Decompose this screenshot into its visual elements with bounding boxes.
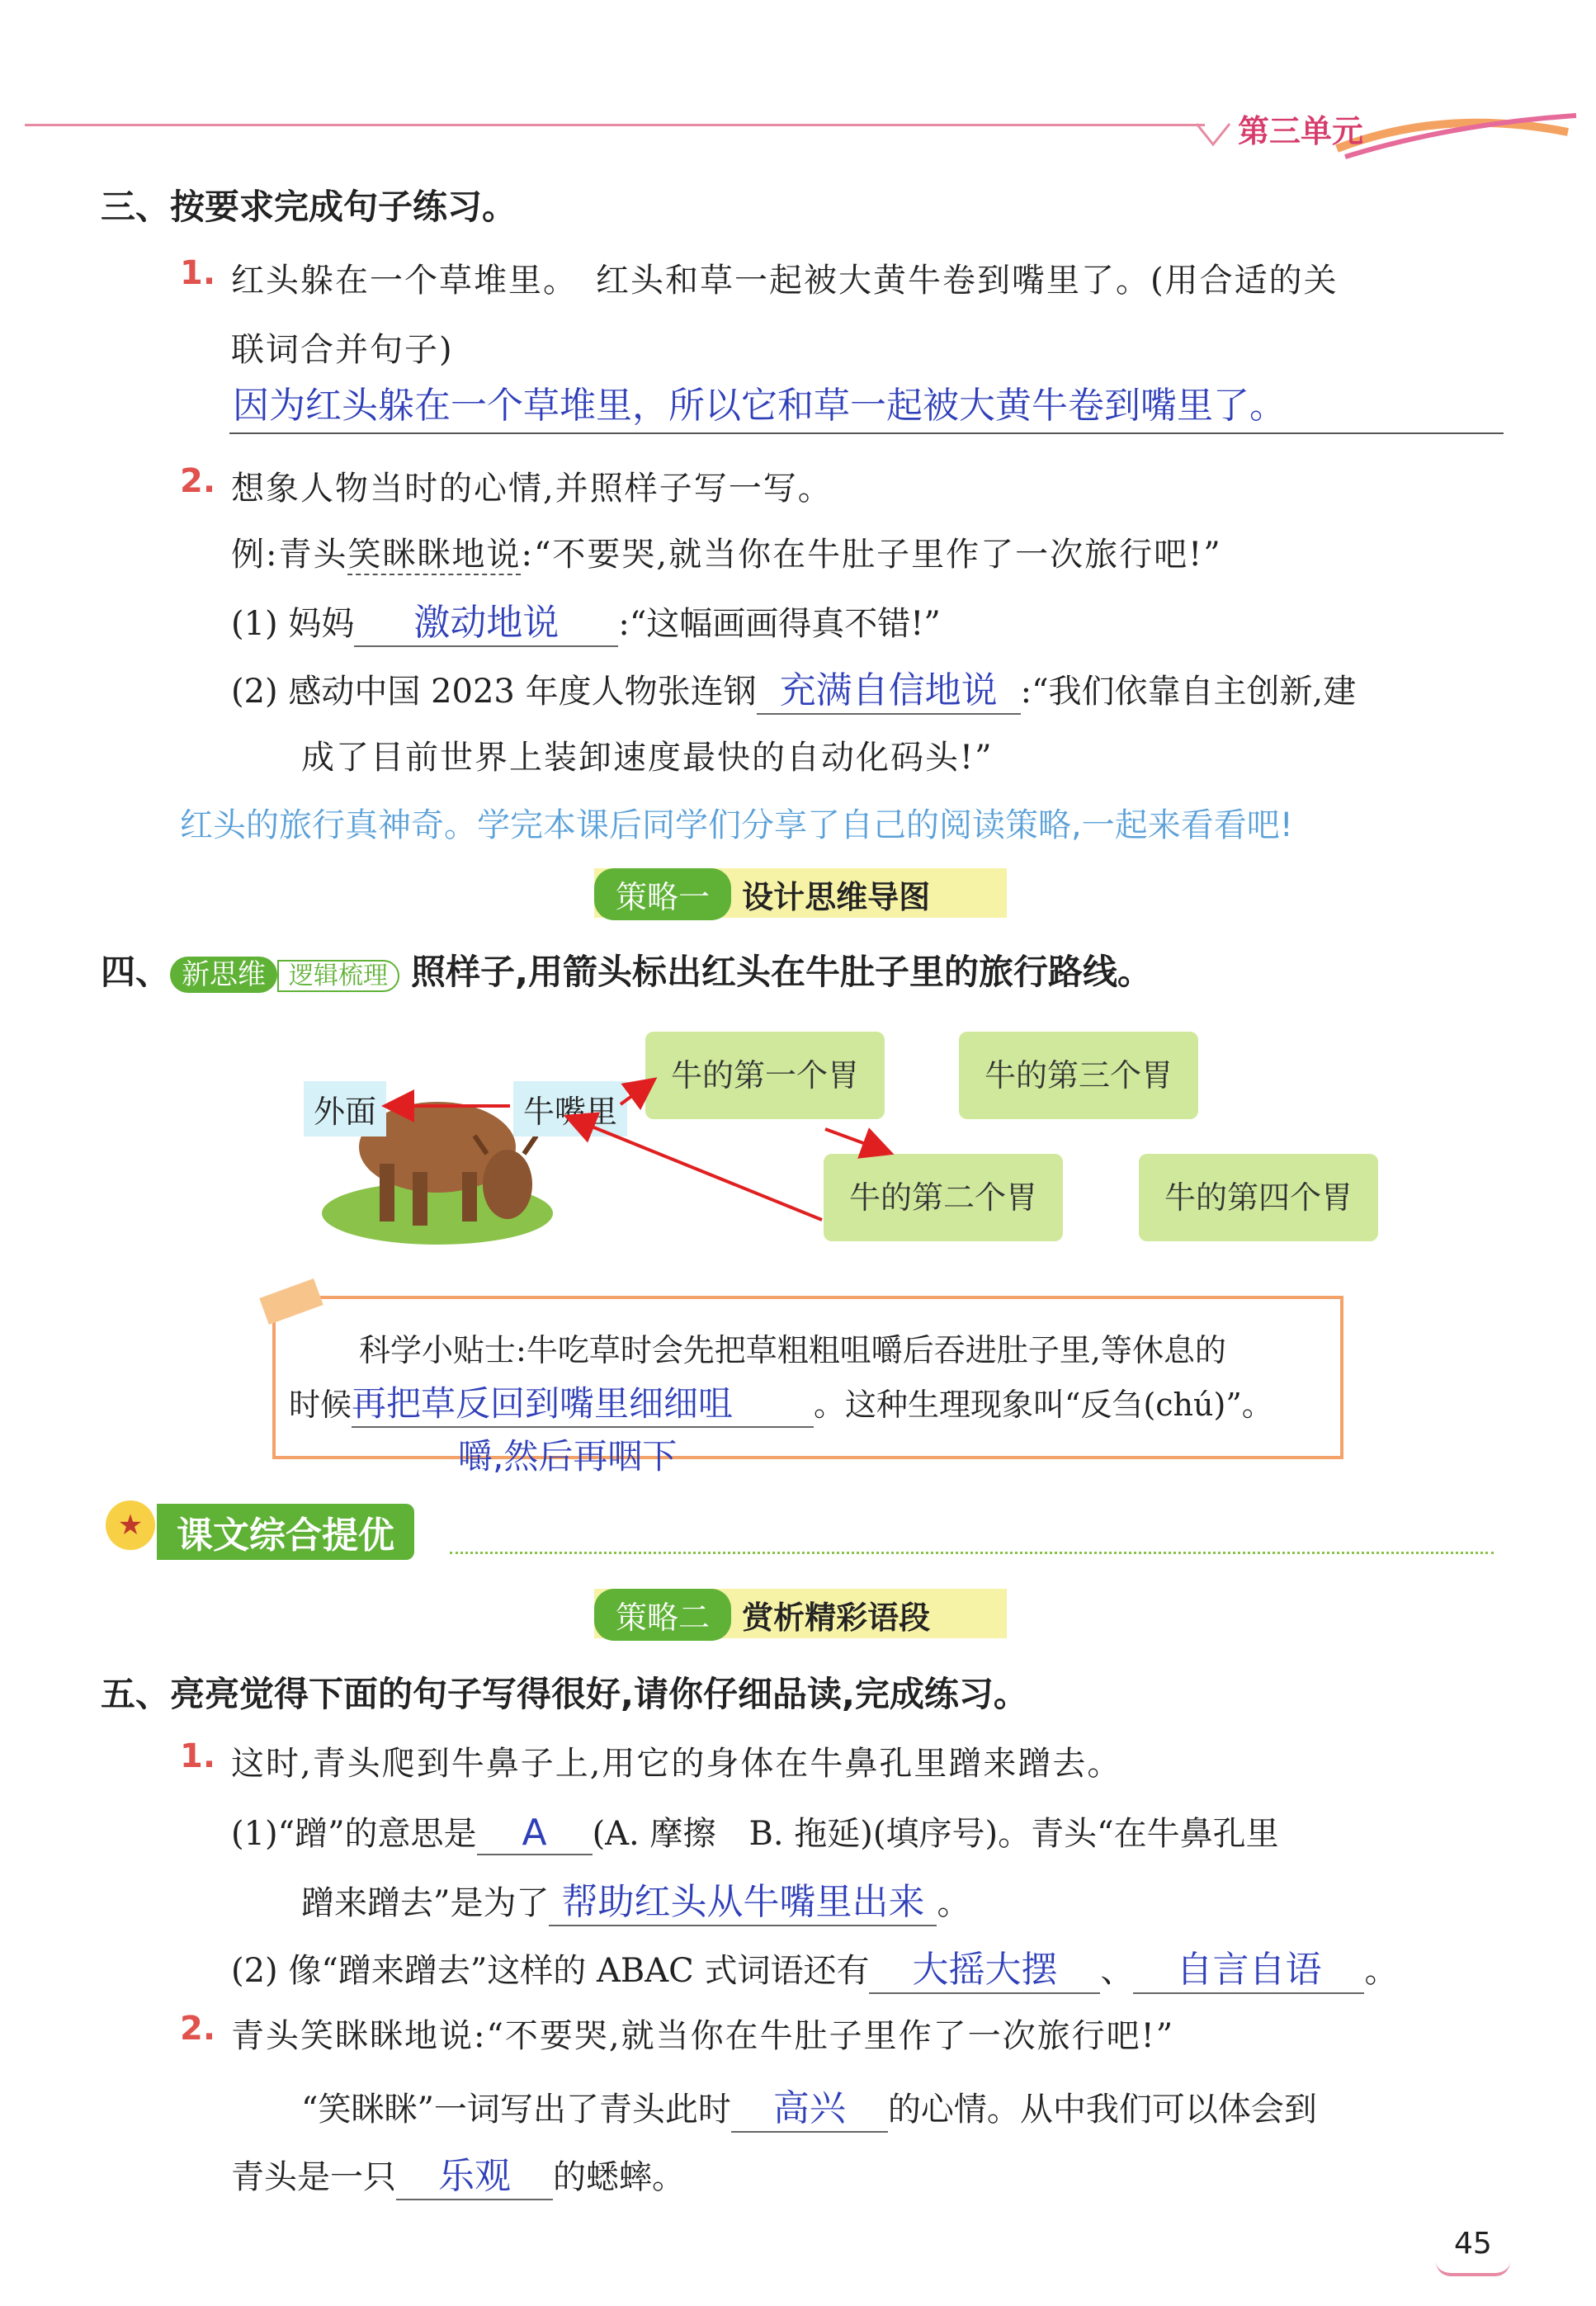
q2-line2-prefix: “笑眯眯”一词写出了青头此时 <box>301 2091 731 2129</box>
item1-answer-field[interactable]: 激动地说 <box>354 593 618 647</box>
example-suffix: :“不要哭,就当你在牛肚子里作了一次旅行吧!” <box>521 536 1222 574</box>
trophy-icon: ★ <box>106 1500 155 1550</box>
example-underlined: 笑眯眯地说 <box>347 536 522 574</box>
tip-line2 <box>289 1377 1273 1428</box>
section3-title: 三、按要求完成句子练习。 <box>101 187 517 227</box>
section4-prefix: 四、 <box>101 952 171 992</box>
s5-q2-number: 2. <box>180 2010 216 2048</box>
section-banner: 课文综合提优 <box>157 1504 414 1560</box>
item1-suffix: :“这幅画画得真不错!” <box>618 605 941 643</box>
outside-label: 外面 <box>304 1081 386 1136</box>
q2-line2-suffix: 的心情。从中我们可以体会到 <box>887 2091 1317 2129</box>
item2-suffix: :“我们依靠自主创新,建 <box>1020 673 1357 711</box>
s5-q1-p1 <box>231 1807 1279 1855</box>
item1-prefix: (1) 妈妈 <box>231 605 355 643</box>
strategy2-badge: 策略二 <box>594 1589 731 1641</box>
section5-title: 五、亮亮觉得下面的句子写得很好,请你仔细品读,完成练习。 <box>101 1674 1028 1714</box>
q1-text-line2: 联词合并句子) <box>231 331 454 369</box>
s5-q2-line2 <box>301 2078 1317 2133</box>
strategy2-title: 赏析精彩语段 <box>742 1600 931 1636</box>
arrow-stomach2-to-mouth <box>569 1118 822 1220</box>
tip-answer-field[interactable]: 再把草反回到嘴里细细咀 <box>352 1377 814 1428</box>
strategy1-title: 设计思维导图 <box>742 879 931 915</box>
tip-line2-prefix: 时候 <box>289 1387 352 1423</box>
logic-tag: 逻辑梳理 <box>277 960 399 992</box>
tip-line2-suffix: 。这种生理现象叫“反刍(chú)”。 <box>814 1387 1273 1423</box>
page-number: 45 <box>1454 2227 1492 2261</box>
banner-dotted-line <box>450 1552 1494 1554</box>
intro-text: 红头的旅行真神奇。学完本课后同学们分享了自己的阅读策略,一起来看看吧! <box>180 806 1293 844</box>
s5-q1-p1-line2 <box>301 1872 970 1926</box>
q1-answer[interactable]: 因为红头躲在一个草堆里，所以它和草一起被大黄牛卷到嘴里了。 <box>233 385 1286 427</box>
q2-answer2-field[interactable]: 乐观 <box>396 2146 553 2200</box>
p2-separator: 、 <box>1100 1952 1134 1990</box>
mouth-label: 牛嘴里 <box>513 1081 627 1136</box>
q2-line3-prefix: 青头是一只 <box>231 2158 396 2196</box>
q2-number: 2. <box>180 462 216 500</box>
p2-prefix: (2) 像“蹭来蹭去”这样的 ABAC 式词语还有 <box>231 1952 870 1990</box>
s5-q1-text: 这时,青头爬到牛鼻子上,用它的身体在牛鼻孔里蹭来蹭去。 <box>231 1745 1122 1783</box>
stomach2-box: 牛的第二个胃 <box>824 1154 1063 1241</box>
s5-q1-number: 1. <box>180 1737 216 1775</box>
p1-line2-suffix: 。 <box>937 1884 970 1922</box>
q2-answer1-field[interactable]: 高兴 <box>731 2078 888 2133</box>
p1-prefix: (1)“蹭”的意思是 <box>231 1815 477 1853</box>
section4-title: 照样子,用箭头标出红头在牛肚子里的旅行路线。 <box>411 952 1152 992</box>
strategy2-bar <box>594 1589 1007 1638</box>
tip-answer-continued[interactable]: 嚼,然后再咽下 <box>458 1436 678 1477</box>
stomach3-box: 牛的第三个胃 <box>959 1032 1198 1119</box>
page-number-swirl <box>1436 2261 1510 2276</box>
stomach4-box: 牛的第四个胃 <box>1139 1154 1378 1241</box>
p2-answer1-field[interactable]: 大摇大摆 <box>869 1940 1100 1994</box>
q2-line3-suffix: 的蟋蟀。 <box>553 2158 685 2196</box>
stomach1-box: 牛的第一个胃 <box>645 1032 885 1119</box>
q1-number: 1. <box>180 254 216 292</box>
item2-line2: 成了目前世界上装卸速度最快的自动化码头!” <box>301 739 994 777</box>
q2-text: 想象人物当时的心情,并照样子写一写。 <box>231 470 833 508</box>
q1-text-line1: 红头躲在一个草堆里。 红头和草一起被大黄牛卷到嘴里了。(用合适的关 <box>231 262 1339 300</box>
strategy1-badge: 策略一 <box>594 868 731 920</box>
p1-suffix: (A. 摩擦 B. 拖延)(填序号)。青头“在牛鼻孔里 <box>592 1815 1279 1853</box>
p1-line2-answer-field[interactable]: 帮助红头从牛嘴里出来 <box>549 1872 937 1926</box>
arrow-stomach1-to-stomach2 <box>825 1129 888 1152</box>
p1-line2-prefix: 蹭来蹭去”是为了 <box>301 1884 550 1922</box>
arrow-mouth-to-stomach1 <box>621 1081 652 1104</box>
p2-answer2-field[interactable]: 自言自语 <box>1133 1940 1364 1994</box>
item2-answer-field[interactable]: 充满自信地说 <box>757 660 1021 715</box>
example-prefix: 例:青头 <box>231 536 348 574</box>
new-thinking-tag: 新思维 <box>170 957 277 993</box>
s5-q2-line3 <box>231 2146 685 2200</box>
tip-line1: 科学小贴士:牛吃草时会先把草粗粗咀嚼后吞进肚子里,等休息的 <box>359 1332 1226 1368</box>
unit-label: 第三单元 <box>1238 113 1364 149</box>
item2-prefix: (2) 感动中国 2023 年度人物张连钢 <box>231 673 757 711</box>
s5-q1-p2 <box>231 1940 1397 1994</box>
p1-answer-field[interactable]: A <box>477 1812 593 1855</box>
p2-suffix: 。 <box>1364 1952 1398 1990</box>
s5-q2-text: 青头笑眯眯地说:“不要哭,就当你在牛肚子里作了一次旅行吧!” <box>231 2017 1175 2055</box>
